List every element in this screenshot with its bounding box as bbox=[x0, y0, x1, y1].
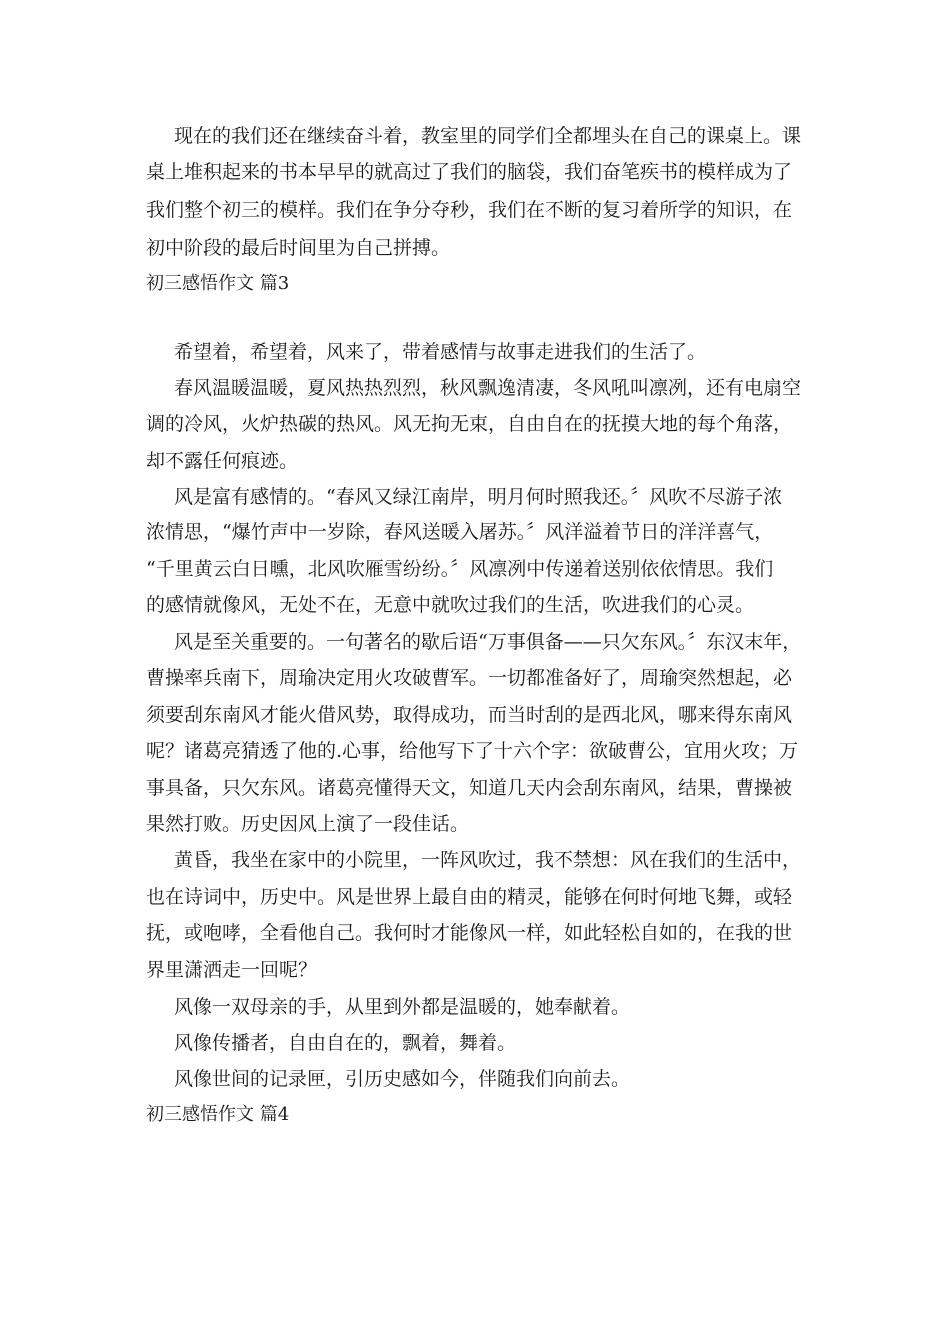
paragraph-line: 桌上堆积起来的书本早早的就高过了我们的脑袋，我们奋笔疾书的模样成为了 bbox=[146, 161, 793, 183]
paragraph-line: 希望着，希望着，风来了，带着感情与故事走进我们的生活了。 bbox=[174, 341, 707, 363]
paragraph-line: 也在诗词中，历史中。风是世界上最自由的精灵，能够在何时何地飞舞，或轻 bbox=[146, 886, 793, 908]
paragraph-line: “千里黄云白日曛，北风吹雁雪纷纷。〞风凛冽中传递着送别依依情思。我们 bbox=[146, 558, 774, 580]
paragraph-line: 风像世间的记录匣，引历史感如今，伴随我们向前去。 bbox=[174, 1068, 631, 1090]
paragraph-line: 初中阶段的最后时间里为自己拼搏。 bbox=[146, 237, 451, 259]
paragraph-line: 事具备，只欠东风。诸葛亮懂得天文，知道几天内会刮东南风，结果，曹操被 bbox=[146, 777, 793, 799]
paragraph-line: 须要刮东南风才能火借风势，取得成功，而当时刮的是西北风，哪来得东南风 bbox=[146, 704, 793, 726]
paragraph-line: 风像一双母亲的手，从里到外都是温暖的，她奉献着。 bbox=[174, 996, 631, 1018]
paragraph-line: 呢？诸葛亮猜透了他的.心事，给他写下了十六个字：欲破曹公，宜用火攻；万 bbox=[146, 740, 799, 762]
paragraph-line: 却不露任何痕迹。 bbox=[146, 450, 299, 472]
paragraph-line: 的感情就像风，无处不在，无意中就吹过我们的生活，吹进我们的心灵。 bbox=[146, 594, 755, 616]
paragraph-line: 风像传播者，自由自在的，飘着，舞着。 bbox=[174, 1032, 517, 1054]
paragraph-line: 调的冷风，火炉热碳的热风。风无拘无束，自由自在的抚摸大地的每个角落， bbox=[146, 413, 793, 435]
paragraph-line: 果然打败。历史因风上演了一段佳话。 bbox=[146, 813, 470, 835]
section-heading: 初三感悟作文 篇3 bbox=[146, 273, 290, 294]
paragraph-line: 我们整个初三的模样。我们在争分夺秒，我们在不断的复习着所学的知识，在 bbox=[146, 199, 793, 221]
paragraph-line: 风是至关重要的。一句著名的歇后语“万事俱备——只欠东风。〞东汉末年， bbox=[174, 631, 802, 653]
paragraph-line: 抚，或咆哮，全看他自己。我何时才能像风一样，如此轻松自如的，在我的世 bbox=[146, 922, 793, 944]
paragraph-line: 曹操率兵南下，周瑜决定用火攻破曹军。一切都准备好了，周瑜突然想起，必 bbox=[146, 667, 793, 689]
paragraph-line: 现在的我们还在继续奋斗着，教室里的同学们全都埋头在自己的课桌上。课 bbox=[174, 125, 802, 147]
paragraph-line: 风是富有感情的。“春风又绿江南岸，明月何时照我还。〞风吹不尽游子浓 bbox=[174, 486, 783, 508]
paragraph-line: 黄昏，我坐在家中的小院里，一阵风吹过，我不禁想：风在我们的生活中， bbox=[174, 849, 802, 871]
paragraph-line: 春风温暖温暖，夏风热热烈烈，秋风飘逸清凄，冬风吼叫凛冽，还有电扇空 bbox=[174, 377, 802, 399]
paragraph-line: 浓情思，“爆竹声中一岁除，春风送暖入屠苏。〞风洋溢着节日的洋洋喜气， bbox=[146, 521, 774, 543]
section-heading: 初三感悟作文 篇4 bbox=[146, 1104, 290, 1125]
paragraph-line: 界里潇洒走一回呢？ bbox=[146, 959, 318, 981]
